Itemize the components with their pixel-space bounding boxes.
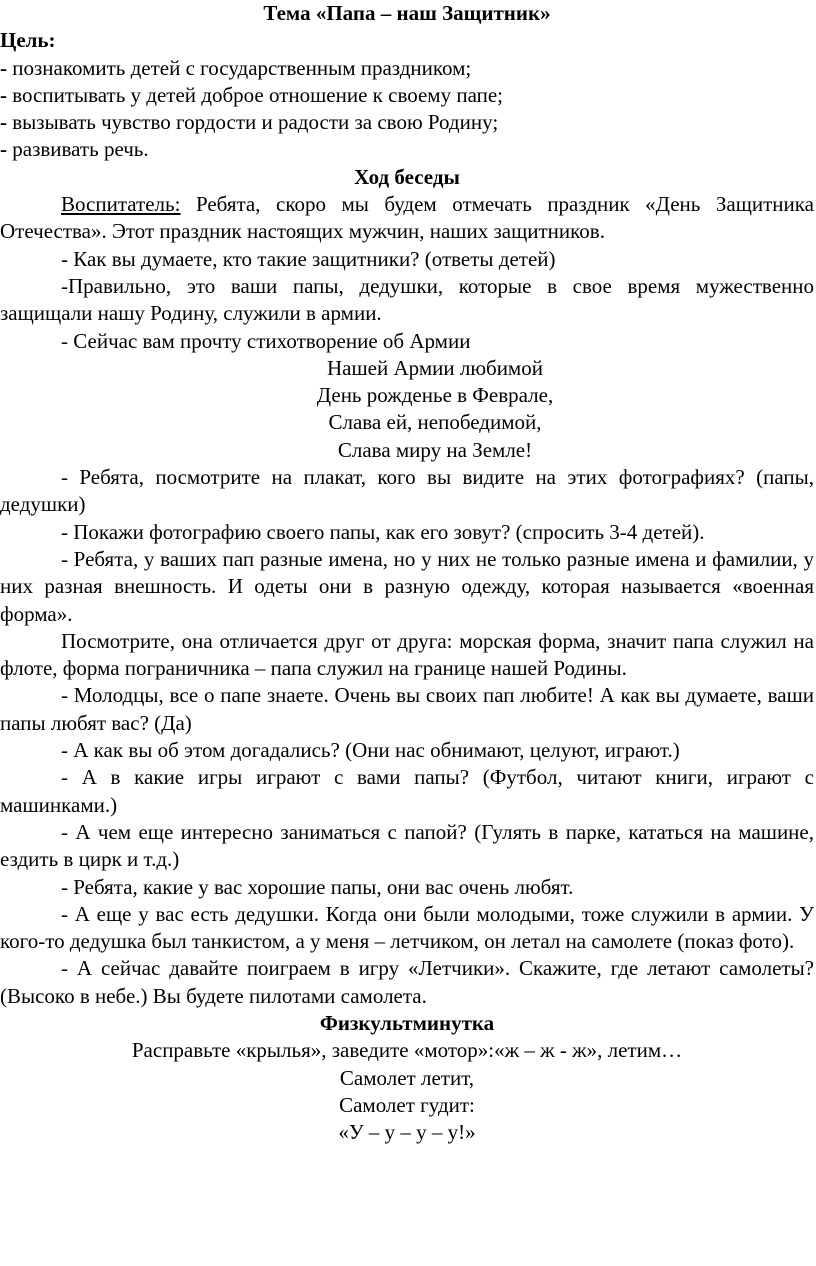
poem-airplane <box>0 1065 814 1147</box>
goal-text: воспитывать у детей доброе отношение к своему папе; <box>12 82 504 107</box>
goal-item <box>0 109 814 136</box>
paragraph: - Как вы думаете, кто такие защитники? (ответы детей) <box>61 246 556 271</box>
goal-heading: Цель: <box>0 28 56 53</box>
paragraph: - Ребята, какие у вас хорошие папы, они вас очень любят. <box>61 874 574 899</box>
paragraph: - Ребята, у ваших пап разные имена, но у них не только разные имена и фамилии, у них разная внешность. И одеты они в разную одежду, которая называется «военная форма». <box>0 546 814 626</box>
poem-army <box>0 355 814 464</box>
section-heading-conversation: Ход беседы <box>354 164 460 189</box>
section-heading-fizkult: Физкультминутка <box>319 1010 495 1035</box>
teacher-label: Воспитатель: <box>61 192 181 217</box>
fizkult-intro: Расправьте «крылья», заведите «мотор»:«ж – ж - ж», летим… <box>131 1038 683 1063</box>
goal-text: вызывать чувство гордости и радости за свою Родину; <box>12 110 499 135</box>
goal-dash: - <box>0 137 7 162</box>
poem-line: Нашей Армии любимой <box>327 355 543 380</box>
paragraph: - Покажи фотографию своего папы, как его зовут? (спросить 3-4 детей). <box>61 519 705 544</box>
goal-text: познакомить детей с государственным праздником; <box>12 55 472 80</box>
paragraph: - Ребята, посмотрите на плакат, кого вы видите на этих фотографиях? (папы, дедушки) <box>0 465 814 517</box>
goal-item <box>0 136 814 163</box>
poem-line: Самолет гудит: <box>339 1092 475 1117</box>
paragraph: - Сейчас вам прочту стихотворение об Армии <box>61 328 471 353</box>
paragraph: - А чем еще интересно заниматься с папой? (Гулять в парке, кататься на машине, ездить в цирк и т.д.) <box>0 819 814 872</box>
intro-paragraph <box>0 191 814 246</box>
paragraph: - А сейчас давайте поиграем в игру «Летчики». Скажите, где летают самолеты? (Высоко в небе.) Вы будете пилотами самолета. <box>0 956 814 1008</box>
poem-line: «У – у – у – у!» <box>338 1120 476 1145</box>
poem-line: Слава ей, непобедимой, <box>328 410 542 435</box>
poem-line: Слава миру на Земле! <box>337 437 533 462</box>
paragraph: - А еще у вас есть дедушки. Когда они были молодыми, тоже служили в армии. У кого-то дедушка был танкистом, а у меня – летчиком, он летал на самолете (показ фото). <box>0 901 814 954</box>
paragraph: - Молодцы, все о папе знаете. Очень вы своих пап любите! А как вы думаете, ваши папы любят вас? (Да) <box>0 683 814 735</box>
goal-list <box>0 55 814 164</box>
poem-line: Самолет летит, <box>339 1065 475 1090</box>
goal-dash: - <box>0 55 7 80</box>
paragraph: - А как вы об этом догадались? (Они нас обнимают, целуют, играют.) <box>61 738 680 763</box>
goal-item <box>0 82 814 109</box>
intro-text: Ребята, скоро мы будем отмечать праздник «День Защитника Отечества». Этот праздник настоящих мужчин, наших защитников. <box>0 192 814 244</box>
paragraph: - А в какие игры играют с вами папы? (Футбол, читают книги, играют с машинками.) <box>0 765 814 817</box>
goal-dash: - <box>0 110 7 135</box>
goal-text: развивать речь. <box>12 137 149 162</box>
paragraph: -Правильно, это ваши папы, дедушки, которые в свое время мужественно защищали нашу Родину, служили в армии. <box>0 273 814 326</box>
paragraph: Посмотрите, она отличается друг от друга: морская форма, значит папа служил на флоте, форма пограничника – папа служил на границе нашей Родины. <box>0 628 814 681</box>
poem-line: День рожденье в Феврале, <box>316 383 554 408</box>
document-title: Тема «Папа – наш Защитник» <box>263 1 551 25</box>
goal-dash: - <box>0 82 7 107</box>
goal-item <box>0 55 814 82</box>
